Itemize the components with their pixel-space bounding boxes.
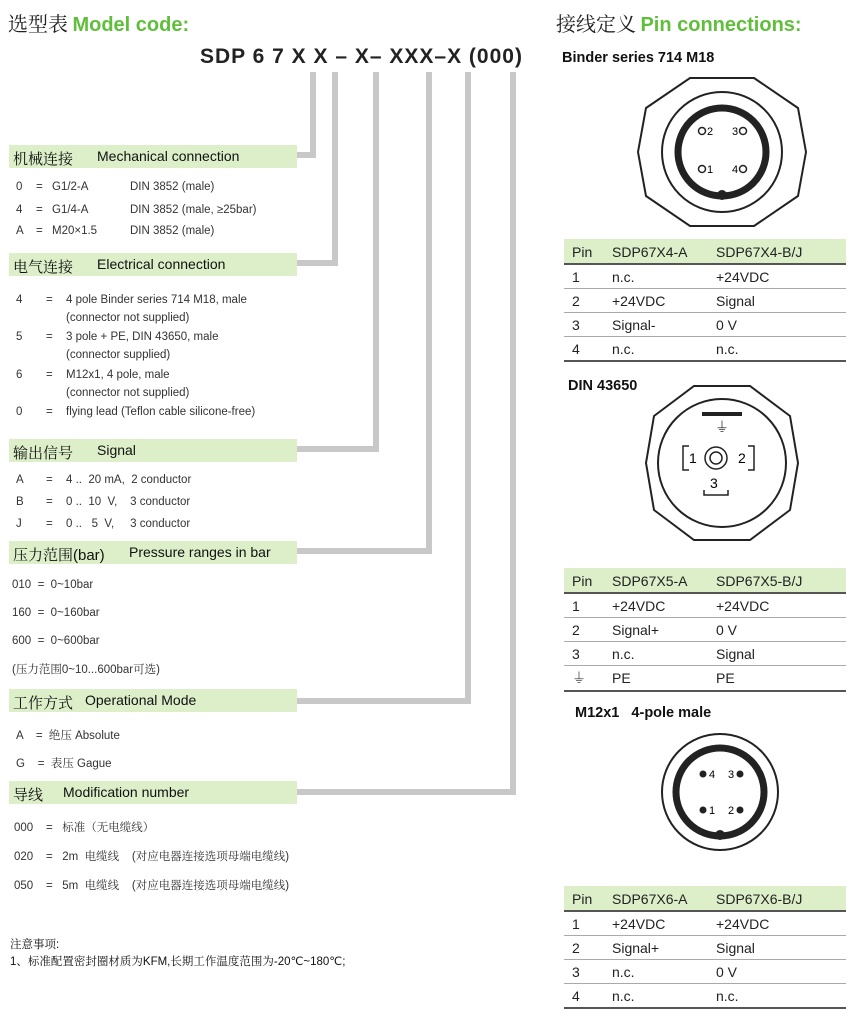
binder-pin-table (564, 239, 846, 362)
m12-pin-3-dot (737, 771, 744, 778)
model-code-header-en: Model code: (72, 14, 190, 36)
list-item: 050 = 5m 电缆线 (对应电器连接选项母端电缆线) (14, 880, 290, 892)
list-item: B = 0 .. 10 V, 3 conductor (16, 496, 191, 508)
notes-line: 1、标准配置密封圈材质为KFM,长期工作温度范围为-20℃~180℃; (10, 956, 346, 968)
section-electrical-cn: 电气连接 (13, 259, 74, 276)
m12-pin-4-dot (700, 771, 707, 778)
table-header: SDP67X6-A (604, 886, 708, 911)
binder-inner-ring (678, 108, 766, 196)
model-code-header (8, 8, 189, 37)
pin-connections-header-en: Pin connections: (640, 14, 802, 36)
table-row: 3 Signal- 0 V (564, 313, 846, 337)
section-operational-cn: 工作方式 (13, 695, 74, 712)
table-row: 2 Signal+ 0 V (564, 618, 846, 642)
section-signal (9, 439, 297, 462)
list-item: 010 = 0~10bar (12, 579, 94, 591)
table-row: 2 +24VDC Signal (564, 289, 846, 313)
m12-title: M12x1 4-pole male (575, 705, 712, 721)
section-signal-en: Signal (97, 442, 136, 458)
table-header: SDP67X6-B/J (708, 886, 846, 911)
section-modification-cn: 导线 (13, 787, 44, 804)
list-item: (压力范围0~10...600bar可选) (12, 664, 160, 676)
model-code-string: SDP 6 7 X X – X– XXX–X (000) (200, 45, 523, 68)
list-item: A = M20×1.5 DIN 3852 (male) (16, 225, 215, 237)
din-pin-2-label: 2 (738, 450, 746, 466)
din-connector-diagram (644, 384, 800, 542)
table-row: 2 Signal+ Signal (564, 936, 846, 960)
m12-pin-table (564, 886, 846, 1009)
table-header: SDP67X5-A (604, 568, 708, 593)
list-item: 0 = flying lead (Teflon cable silicone-free) (16, 406, 256, 418)
section-pressure-en: Pressure ranges in bar (129, 544, 271, 560)
din-pin-1-label: 1 (689, 450, 697, 466)
binder-pin-1-label: 1 (707, 164, 714, 176)
binder-pin-3-label: 3 (732, 126, 739, 138)
list-item: 020 = 2m 电缆线 (对应电器连接选项母端电缆线) (14, 851, 290, 863)
earth-icon: ⏚ (715, 420, 729, 436)
list-item: 160 = 0~160bar (12, 607, 100, 619)
m12-connector-diagram (658, 730, 782, 854)
list-item: 000 = 标准（无电缆线） (14, 822, 155, 834)
m12-pin-3-label: 3 (728, 769, 735, 781)
list-item: 4 = 4 pole Binder series 714 M18, male (connector not supplied) (16, 294, 247, 324)
m12-key-dot (715, 830, 725, 840)
m12-pin-2-label: 2 (728, 805, 735, 817)
notes-title: 注意事项: (10, 939, 60, 951)
table-header: SDP67X4-A (604, 239, 708, 264)
table-header: Pin (564, 568, 604, 593)
m12-pin-4-label: 4 (709, 769, 716, 781)
table-row: 1 n.c. +24VDC (564, 264, 846, 289)
table-header: Pin (564, 239, 604, 264)
din-pin-table (564, 568, 846, 692)
m12-pin-1-dot (700, 807, 707, 814)
pin-connections-header-cn: 接线定义 (556, 14, 636, 36)
pin-connections-header (556, 8, 802, 37)
section-mechanical-en: Mechanical connection (97, 148, 240, 164)
binder-title: Binder series 714 M18 (562, 50, 715, 66)
table-row: 3 n.c. 0 V (564, 960, 846, 984)
table-row: 4 n.c. n.c. (564, 337, 846, 362)
section-pressure (9, 541, 297, 564)
section-operational-en: Operational Mode (85, 692, 197, 708)
section-electrical-en: Electrical connection (97, 256, 226, 272)
section-mechanical (9, 145, 297, 168)
table-header: SDP67X4-B/J (708, 239, 846, 264)
table-row: 1 +24VDC +24VDC (564, 593, 846, 618)
din-pin-3-label: 3 (710, 475, 718, 491)
din-outer-polygon (646, 386, 798, 540)
binder-connector-diagram (636, 76, 808, 228)
list-item: A = 4 .. 20 mA, 2 conductor (16, 474, 192, 486)
binder-pin-4-label: 4 (732, 164, 739, 176)
section-pressure-cn: 压力范围(bar) (13, 547, 105, 564)
section-electrical (9, 253, 297, 276)
table-row: 1 +24VDC +24VDC (564, 911, 846, 936)
list-item: J = 0 .. 5 V, 3 conductor (16, 518, 191, 530)
m12-pin-1-label: 1 (709, 805, 716, 817)
list-item: 4 = G1/4-A DIN 3852 (male, ≥25bar) (16, 204, 257, 216)
table-header: SDP67X5-B/J (708, 568, 846, 593)
list-item: 6 = M12x1, 4 pole, male (connector not supplied) (16, 369, 190, 399)
model-code-header-cn: 选型表 (8, 14, 68, 36)
table-header: Pin (564, 886, 604, 911)
list-item: 5 = 3 pole + PE, DIN 43650, male (connector supplied) (16, 331, 219, 361)
table-row: 4 n.c. n.c. (564, 984, 846, 1009)
table-row: 3 n.c. Signal (564, 642, 846, 666)
section-signal-cn: 输出信号 (13, 445, 74, 462)
list-item: 600 = 0~600bar (12, 635, 100, 647)
section-modification (9, 781, 297, 804)
din-key-bar (702, 412, 742, 416)
section-mechanical-cn: 机械连接 (13, 151, 74, 168)
binder-key-dot (717, 190, 727, 200)
list-item: 0 = G1/2-A DIN 3852 (male) (16, 181, 215, 193)
section-operational (9, 689, 297, 712)
m12-inner-ring (676, 748, 764, 836)
list-item: G = 表压 Gague (16, 758, 112, 770)
m12-pin-2-dot (737, 807, 744, 814)
table-row: ⏚ PE PE (564, 666, 846, 692)
binder-pin-2-label: 2 (707, 126, 714, 138)
list-item: A = 绝压 Absolute (16, 730, 120, 742)
section-modification-en: Modification number (63, 784, 190, 800)
din-title: DIN 43650 (568, 378, 638, 394)
